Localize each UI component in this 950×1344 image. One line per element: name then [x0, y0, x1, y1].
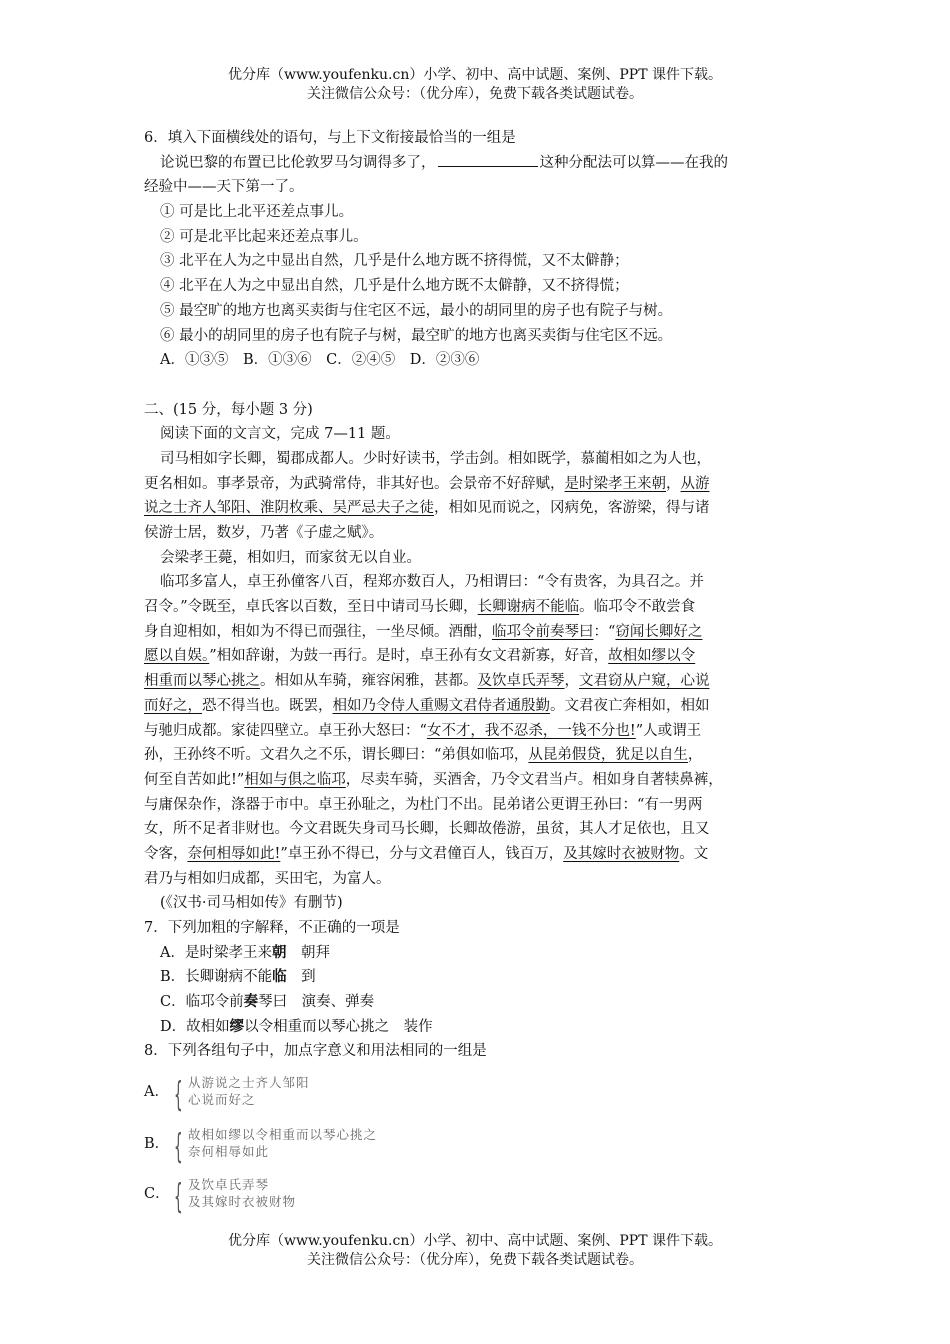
footer-line-2: 关注微信公众号：（优分库），免费下载各类试题试卷。 — [307, 1252, 643, 1268]
bold-char: 朝 — [271, 943, 287, 961]
q6-item: ① 可是比上北平还差点事儿。 — [160, 204, 354, 221]
text: 。临邛令不敢尝食 — [579, 599, 696, 616]
q6-choices: A．①③⑤ B．①③⑥ C．②④⑤ D．②③⑥ — [160, 352, 480, 369]
text: 君乃与相如归成都，买田宅，为富人。 — [144, 870, 391, 887]
underlined-text: 相如乃令侍人重赐文君侍者通殷勤 — [332, 697, 550, 714]
brace-icon: { — [174, 1075, 183, 1115]
section2-instruction: 阅读下面的文言文，完成 7—11 题。 — [160, 426, 400, 443]
option-line: 故相如缪以令相重而以琴心挑之 — [188, 1127, 378, 1142]
passage-line — [144, 620, 814, 645]
q6-item: ⑥ 最小的胡同里的房子也有院子与树，最空旷的地方也离买卖街与住宅区不远。 — [160, 327, 673, 344]
text: D．故相如 — [160, 1018, 230, 1035]
bold-char: 奏 — [243, 993, 259, 1011]
option-line: 心说而好之 — [188, 1092, 256, 1107]
underlined-text: 从游 — [680, 475, 710, 492]
passage-line — [144, 842, 814, 867]
text: 朝拜 — [286, 944, 330, 961]
text: 与庸保杂作，涤器于市中。卓王孙耻之，为杜门不出。昆弟诸公更谓王孙曰：“有一男两 — [144, 796, 703, 813]
text: 。相如从车骑，雍容闲雅，甚都。 — [260, 673, 478, 690]
passage-source: (《汉书·司马相如传》有删节) — [160, 895, 343, 912]
option-line: 及其嫁时衣被财物 — [188, 1194, 297, 1209]
q6-item: ⑤ 最空旷的地方也离买卖街与住宅区不远，最小的胡同里的房子也有院子与树。 — [160, 302, 673, 319]
text: 侯游士居，数岁，乃著《子虚之赋》。 — [144, 525, 384, 541]
passage-line — [144, 644, 814, 669]
text: 女，所不足者非财也。今文君既失身司马长卿，长卿故倦游，虽贫，其人才足依也，且又 — [144, 821, 710, 838]
q7-option-b — [144, 965, 814, 990]
text: ， — [564, 673, 579, 690]
passage-line — [144, 793, 814, 818]
option-line: 及饮卓氏弄琴 — [188, 1177, 270, 1192]
underlined-text: 窃闻长卿好之 — [615, 623, 703, 640]
underlined-text: 而好之， — [144, 697, 202, 714]
brace-icon: { — [174, 1127, 183, 1167]
text: ”相如辞谢，为鼓一再行。是时，卓王孙有女文君新寡，好音， — [209, 648, 609, 665]
passage-line — [144, 817, 814, 842]
option-label: B． — [144, 1136, 170, 1152]
q8-option-b — [144, 1127, 544, 1170]
text: 与驰归成都。家徒四壁立。卓王孙大怒曰：“ — [144, 722, 427, 739]
passage-line — [144, 595, 814, 620]
section2-heading: 二、(15 分，每小题 3 分) — [144, 401, 313, 418]
q6-item: ③ 北平在人为之中显出自然，几乎是什么地方既不挤得慌，又不太僻静； — [160, 253, 629, 270]
underlined-text: 愿以自娱。 — [144, 648, 210, 665]
passage-line — [144, 447, 814, 472]
passage-line — [144, 768, 814, 793]
page-footer — [0, 1232, 950, 1270]
passage-line: 会梁孝王薨，相如归，而家贫无以自业。 — [160, 549, 421, 566]
page-header — [0, 66, 950, 104]
underlined-text: 故相如缪以令 — [608, 648, 696, 665]
q8-stem: 8．下列各组句子中，加点字意义和用法相同的一组是 — [144, 1043, 487, 1060]
q6-passage-before: 论说巴黎的布置已比伦敦罗马匀调得多了， — [160, 154, 436, 171]
text: ”卓王孙不得已，分与文君僮百人，钱百万， — [280, 845, 564, 862]
underlined-text: 奈何相辱如此! — [187, 845, 281, 862]
underlined-text: 长卿谢病不能临 — [477, 599, 580, 616]
text: 琴曰 演奏、弹奏 — [258, 994, 375, 1011]
passage-line — [144, 694, 814, 719]
passage-line — [144, 743, 814, 768]
option-line: 奈何相辱如此 — [188, 1144, 270, 1159]
q6-item: ④ 北平在人为之中显出自然，几乎是什么地方既不太僻静，又不挤得慌； — [160, 278, 629, 295]
underlined-text: 是时梁孝王来朝 — [564, 475, 666, 492]
bold-char: 缪 — [229, 1017, 245, 1035]
underlined-text: 及其嫁时衣被财物 — [563, 845, 680, 862]
text: 身自迎相如，相如为不得已而强往，一坐尽倾。酒酣， — [144, 623, 492, 640]
q6-passage-line2: 经验中——天下第一了。 — [144, 179, 304, 196]
passage-line — [144, 472, 814, 497]
header-line-2: 关注微信公众号：（优分库），免费下载各类试题试卷。 — [307, 86, 643, 102]
q8-option-a — [144, 1075, 544, 1118]
underlined-text: 相如与俱之临邛 — [244, 771, 346, 788]
spacer — [144, 373, 814, 398]
passage-line — [144, 570, 814, 595]
underlined-text: 说之士齐人邹阳、淮阴枚乘、吴严忌夫子之徒 — [144, 500, 434, 517]
text: ”人或谓王 — [635, 722, 702, 739]
bold-char: 临 — [272, 968, 287, 986]
q7-option-d — [144, 1015, 814, 1040]
underlined-text: 及饮卓氏弄琴 — [477, 673, 565, 690]
text: C．临邛令前 — [160, 994, 244, 1011]
document-body — [144, 126, 814, 1064]
text: 恐不得当也。既罢， — [202, 697, 333, 714]
footer-line-1: 优分库（www.youfenku.cn）小学、初中、高中试题、案例、PPT 课件下载。 — [227, 1233, 722, 1249]
underlined-text: 从昆弟假贷，犹足以自生 — [528, 747, 688, 764]
text: 以令相重而以琴心挑之 装作 — [244, 1018, 433, 1035]
underlined-text: 女不才，我不忍杀，一钱不分也! — [426, 722, 636, 739]
brace-icon: { — [174, 1177, 183, 1217]
option-line: 从游说之士齐人邹阳 — [188, 1075, 310, 1090]
header-line-1: 优分库（www.youfenku.cn）小学、初中、高中试题、案例、PPT 课件下载。 — [227, 67, 722, 83]
passage-line — [144, 496, 814, 521]
text: 召令。”令既至，卓氏客以百数，至日中请司马长卿， — [144, 599, 478, 616]
underlined-text: 相重而以琴心挑之 — [144, 673, 260, 690]
text: 司马相如字长卿，蜀郡成都人。少时好读书，学击剑。相如既学，慕蔺相如之为人也， — [160, 450, 711, 467]
text: 临邛多富人，卓王孙僮客八百，程郑亦数百人，乃相谓曰：“令有贵客，为具召之。并 — [160, 574, 704, 591]
underlined-text: 临邛令前奏琴曰 — [492, 623, 594, 640]
text: 令客， — [144, 845, 188, 862]
text: B．长卿谢病不能 — [160, 969, 273, 986]
q6-stem: 6．填入下面横线处的语句，与上下文衔接最恰当的一组是 — [144, 130, 516, 146]
text: ， — [666, 475, 681, 492]
text: A．是时梁孝王来 — [160, 944, 272, 961]
text: ， — [687, 747, 703, 764]
q8-option-c — [144, 1177, 544, 1220]
q6-passage — [144, 151, 814, 176]
passage-line — [144, 521, 814, 546]
option-label: A． — [144, 1084, 169, 1100]
text: 到 — [286, 969, 316, 986]
passage-line — [144, 719, 814, 744]
option-label: C． — [144, 1186, 170, 1202]
q6-item: ② 可是北平比起来还差点事儿。 — [160, 228, 368, 245]
q7-option-c — [144, 990, 814, 1015]
text: ，尽卖车骑，买酒舍，乃令文君当卢。相如身自著犊鼻裤， — [345, 771, 723, 788]
text: 。文 — [679, 845, 709, 862]
text: 。文君夜亡奔相如，相如 — [550, 697, 710, 714]
q7-stem: 7．下列加粗的字解释，不正确的一项是 — [144, 920, 400, 936]
q7-option-a — [144, 941, 814, 966]
text: ，相如见而说之，冈病免，客游梁，得与诸 — [434, 500, 710, 517]
underlined-text: 文君窃从户窥，心说 — [579, 673, 710, 690]
q6-blank — [438, 151, 538, 167]
passage-line — [144, 669, 814, 694]
q6-passage-after: 这种分配法可以算——在我的 — [539, 154, 728, 171]
text: ：“ — [593, 623, 616, 640]
text: 何至自苦如此!” — [144, 771, 245, 788]
passage-line — [144, 867, 814, 892]
text: 孙，王孙终不听。文君久之不乐，谓长卿曰：“弟俱如临邛， — [144, 747, 529, 764]
text: 更名相如。事孝景帝，为武骑常侍，非其好也。会景帝不好辞赋， — [144, 475, 565, 492]
